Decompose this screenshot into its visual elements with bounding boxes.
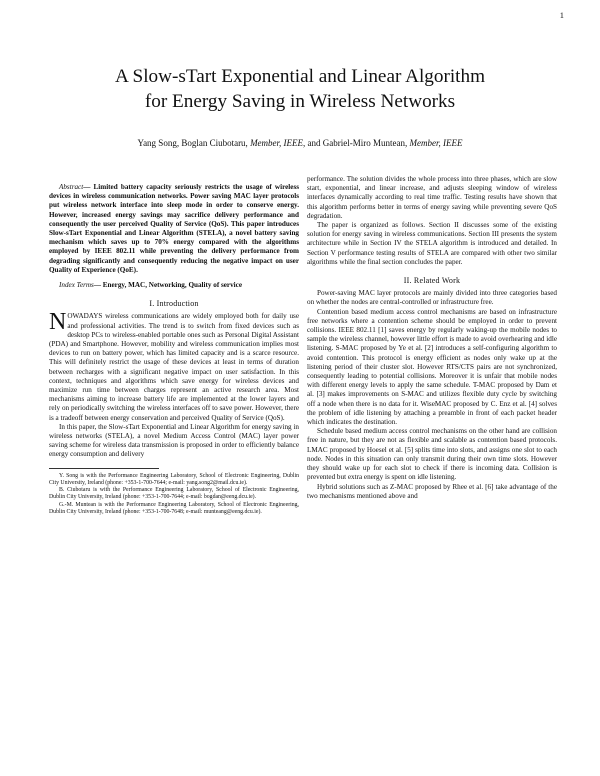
footnote-3: G.-M. Muntean is with the Performance Engineering Laboratory, School of Electronic Engineering, Dublin City University, Ireland (phone: +353-1-700-7648; e-mail: munteang@eeng.dcu.ie). [49,501,299,515]
author-role-1: Member, IEEE [250,138,304,148]
intro-paragraph-1 [49,309,299,422]
intro-continued-paragraph: performance. The solution divides the whole process into three phases, which are slow start, exponential, and linear increase, and adjusts sleeping window of wireless interfaces dynamically according to real time traffic. Testing results have shown that this algorithm performs better in terms of energy saving while preventing severe QoS degradation. [307,175,557,220]
author-names-2: , and Gabriel-Miro Muntean, [303,138,410,148]
paper-title [40,64,560,114]
footnote-2: B. Ciubotaru is with the Performance Engineering Laboratory, School of Electronic Engineering, Dublin City University, Ireland (phone: +353-1-700-7644; e-mail: bogdan@eeng.dcu.ie). [49,487,299,501]
title-line-1: A Slow-sTart Exponential and Linear Algorithm [114,66,486,87]
right-column [307,175,557,501]
abstract [49,183,299,275]
intro-paragraph-2: In this paper, the Slow-sTart Exponential and Linear Algorithm for energy saving in wireless networks (STELA), a novel Medium Access Control (MAC) layer power saving scheme for wireless data transmission is proposed in order to efficiently balance energy consumption and delivery [49,422,299,459]
related-work-paragraph-1: Power-saving MAC layer protocols are mainly divided into three categories based on whether the nodes are central-controlled or infrastructure free. [307,289,557,307]
author-names-1: Yang Song, Boglan Ciubotaru, [137,138,251,148]
index-terms [49,281,299,290]
intro-paragraph-1-text: OWADAYS wireless communications are widely employed both for daily use and professional activities. The trend is to switch from fixed devices such as desktop PCs to wireless-enabled portable ones such as Personal Digital Assistant (PDA) and Smartphone. However, mobility and wireless communication implies most devices to run on battery power, which has limited capacity and is a scarce resource. This will definitely restrict the usage of these devices at least in terms of duration between recharges with a significant negative impact on user satisfaction. In this context, techniques and algorithms which save energy for wireless devices and maximize run time between charges represent an active research area. Most mechanisms aiming to increase battery life are implemented at the lower layers and rely on periodically switching the wireless interfaces off to save power. However, there is a tradeoff between energy conservation and perceived Quality of Service (QoS). [49,312,299,422]
author-role-2: Member, IEEE [409,138,463,148]
section-heading-related-work: II. Related Work [403,276,461,286]
left-column [49,183,299,516]
organization-paragraph: The paper is organized as follows. Section II discusses some of the existing solution for energy saving in wireless communications. Section III presents the system architecture while in Section IV the STELA algorithm is introduced and detailed. In Section V performance testing results of STELA are compared with other two similar algorithms while the final section concludes the paper. [307,221,557,266]
related-work-paragraph-2: Contention based medium access control mechanisms are based on infrastructure free networks where a contention scheme should be employed in order to prevent collisions. IEEE 802.11 [1] saves energy by regularly waking-up the mobile nodes to sample the wireless channel, however little effort is made to avoid overhearing and idle listening. S-MAC proposed by Ye et al. [2] introduces a self-configuring algorithm to avoid contention. This protocol is energy efficient as nodes only wake up at the listening period of their cluster slot. However RTS/CTS pairs are not synchronized, consequently leading to potential collisions. Moreover it is unfair that mobile nodes with different energy levels to apply the same schedule. T-MAC proposed by Dam et al. [3] makes improvements on S-MAC and utilizes flexible duty cycle by switching off a node when there is no data for it. WiseMAC proposed by C. Enz et al. [4] solves the problem of idle listening by attaching a preamble in front of each packet header which indicates the destination. [307,307,557,427]
author-list [40,138,560,148]
related-work-paragraph-3: Schedule based medium access control mechanisms on the other hand are collision free in nature, but they are not as flexible and scalable as contention based protocols. LMAC proposed by Hoesel et al. [5] splits time into slots, and assigns one slot to each node. Nodes in this situation can only transmit during their own time slots. However they should wake up for each slot to check if there is incoming data. Collision is prevented but extra energy is spent on idle listening. [307,427,557,482]
abstract-text: — Limited battery capacity seriously restricts the usage of wireless devices in wireless communication networks. Power saving MAC layer protocols put wireless network interface into sleep mode in order to conserve energy. However, increased energy savings may sacrifice delivery performance and consequently the user perceived Quality of Service (QoS). This paper introduces Slow-sTart Exponential and Linear Algorithm (STELA), a novel battery saving mechanism which saves up to 70% energy compared with the algorithms employed by IEEE 802.11 while preventing the delivery performance from degrading significantly and consequently reducing the negative impact on user Quality of Experience (QoE). [49,183,299,274]
index-terms-label: Index Terms [59,281,94,290]
title-line-2: for Energy Saving in Wireless Networks [144,91,456,112]
section-heading-introduction: I. Introduction [149,299,199,309]
page-number: 1 [559,10,564,20]
drop-cap: N [49,309,67,336]
related-work-paragraph-4: Hybrid solutions such as Z-MAC proposed by Rhee et al. [6] take advantage of the two mechanisms mentioned above and [307,482,557,500]
index-terms-text: — Energy, MAC, Networking, Quality of service [93,281,242,290]
footnote-1: Y. Song is with the Performance Engineering Laboratory, School of Electronic Engineering, Dublin City University, Ireland (phone: +353-1-700-7644; e-mail: yang.song2@mail.dcu.ie). [49,472,299,486]
footnote-divider [49,468,159,469]
abstract-label: Abstract [59,183,84,191]
